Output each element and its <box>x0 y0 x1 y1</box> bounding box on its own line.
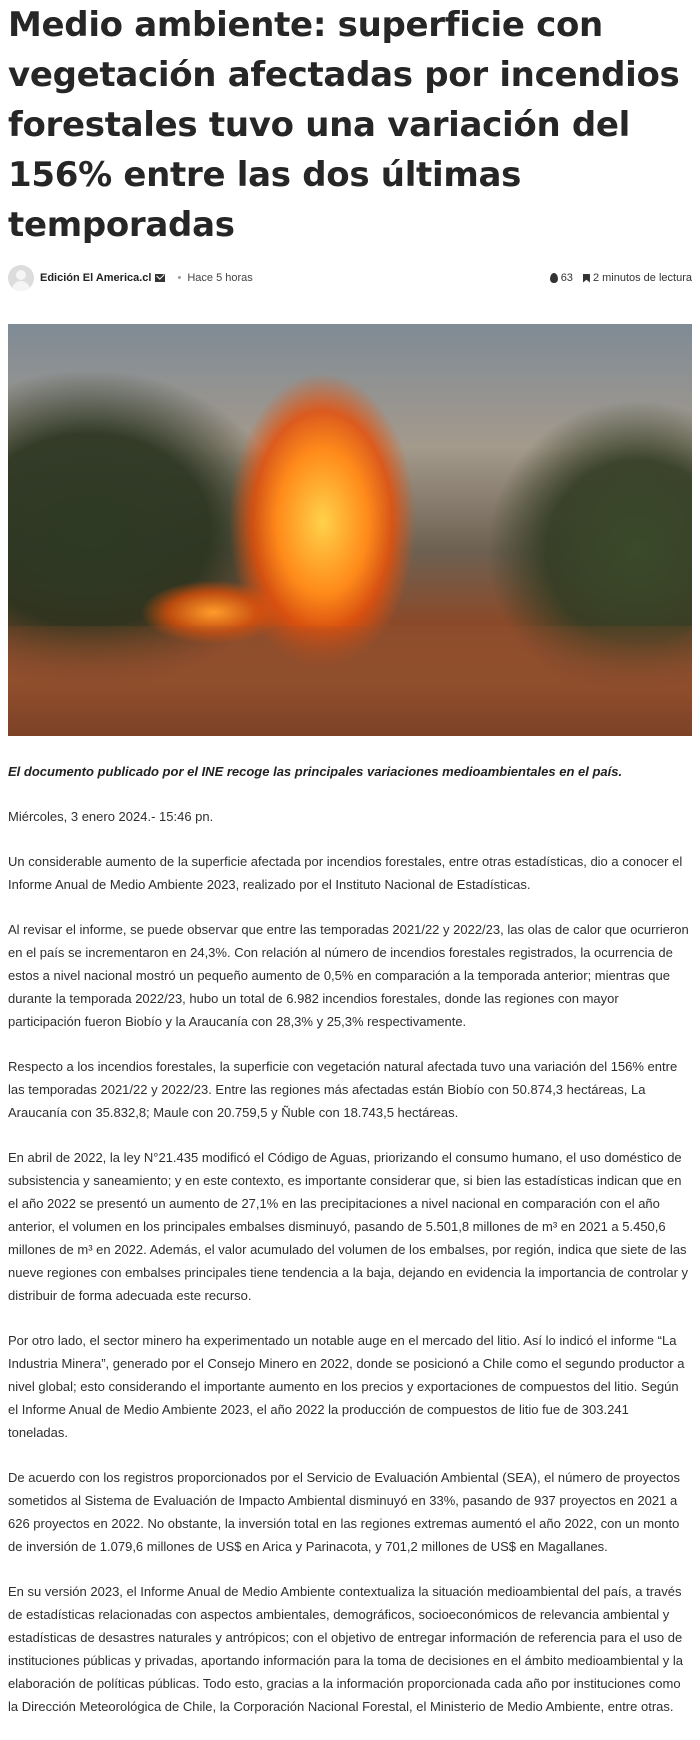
article-paragraph: En abril de 2022, la ley N°21.435 modificó el Código de Aguas, priorizando el consumo humano, el uso doméstico de subsistencia y saneamiento; y en este contexto, es importante considerar que, si bien las estadísticas indican que en el año 2022 se presentó un aumento de 27,1% en las precipitaciones a nivel nacional en comparación con el año anterior, el volumen en los principales embalses disminuyó, pasando de 5.501,8 millones de m³ en 2021 a 5.450,6 millones de m³ en 2022. Además, el valor acumulado del volumen de los embalses, por región, indica que siete de las nueve regiones con embalses principales tiene tendencia a la baja, dejando en evidencia la importancia de controlar y distribuir de forma adecuada este recurso. <box>8 1150 689 1303</box>
article-body <box>8 760 692 1740</box>
read-time: 2 minutos de lectura <box>592 272 692 284</box>
article-paragraph: De acuerdo con los registros proporcionados por el Servicio de Evaluación Ambiental (SEA), el número de proyectos sometidos al Sistema de Evaluación de Impacto Ambiental disminuyó en 33%, pasando de 937 proyectos en 2021 a 626 proyectos en 2022. No obstante, la inversión total en las regiones extremas aumentó el año 2022, con un monto de inversión de 1.079,6 millones de US$ en Arica y Parinacota, y 701,2 millones de US$ en Magallanes. <box>8 1470 681 1554</box>
article-paragraph: Respecto a los incendios forestales, la superficie con vegetación natural afectada tuvo una variación del 156% entre las temporadas 2021/22 y 2022/23. Entre las regiones más afectadas están Biobío con 50.874,3 hectáreas, La Araucanía con 35.832,8; Maule con 20.759,5 y Ñuble con 18.743,5 hectáreas. <box>8 1059 678 1120</box>
separator-dot: • <box>177 272 182 284</box>
avatar[interactable] <box>8 265 34 291</box>
envelope-icon[interactable] <box>155 274 165 282</box>
article-paragraph: Un considerable aumento de la superficie afectada por incendios forestales, entre otras estadísticas, dio a conocer el Informe Anual de Medio Ambiente 2023, realizado por el Instituto Nacional de Estadísticas. <box>8 854 683 892</box>
article-paragraph: Al revisar el informe, se puede observar que entre las temporadas 2021/22 y 2022/23, las olas de calor que ocurrieron en el país se incrementaron en 24,3%. Con relación al número de incendios forestales registrados, la ocurrencia de estos a nivel nacional mostró un pequeño aumento de 0,5% en comparación a la temporada anterior; mientras que durante la temporada 2022/23, hubo un total de 6.982 incendios forestales, donde las regiones con mayor participación fueron Biobío y la Araucanía con 28,3% y 25,3% respectivamente. <box>8 922 689 1029</box>
publish-time: Hace 5 horas <box>187 272 253 284</box>
article-paragraph: Miércoles, 3 enero 2024.- 15:46 pn. <box>8 809 214 824</box>
article-meta <box>8 264 692 292</box>
views-count: 63 <box>560 272 573 284</box>
article-paragraph: En su versión 2023, el Informe Anual de Medio Ambiente contextualiza la situación medioambiental del país, a través de estadísticas relacionadas con aspectos ambientales, demográficos, socioeconómicos de relevancia ambiental y estadísticas de desastres naturales y antrópicos; con el objetivo de entregar información de referencia para el uso de instituciones públicas y privadas, aportando información para la toma de decisiones en el ámbito medioambiental y la elaboración de políticas públicas. Todo esto, gracias a la información proporcionada cada año por instituciones como la Dirección Meteorológica de Chile, la Corporación Nacional Forestal, el Ministerio de Medio Ambiente, entre otras. <box>8 1584 683 1714</box>
fire-icon <box>550 273 558 283</box>
image-caption: El documento publicado por el INE recoge las principales variaciones medioambientales en el país. <box>8 764 623 779</box>
hero-image-forest-fire <box>8 324 692 736</box>
article-paragraph: Por otro lado, el sector minero ha experimentado un notable auge en el mercado del litio. Así lo indicó el informe “La Industria Minera”, generado por el Consejo Minero en 2022, donde se posicionó a Chile como el segundo productor a nivel global; esto considerando el importante aumento en los precios y exportaciones de compuestos del litio. Según el Informe Anual de Medio Ambiente 2023, el año 2022 la producción de compuestos de litio fue de 303.241 toneladas. <box>8 1333 685 1440</box>
author-link[interactable]: Edición El America.cl <box>40 272 152 284</box>
article-title: Medio ambiente: superficie con vegetación afectadas por incendios forestales tuvo una variación del 156% entre las dos últimas temporadas <box>8 5 680 245</box>
bookmark-icon <box>583 274 590 283</box>
